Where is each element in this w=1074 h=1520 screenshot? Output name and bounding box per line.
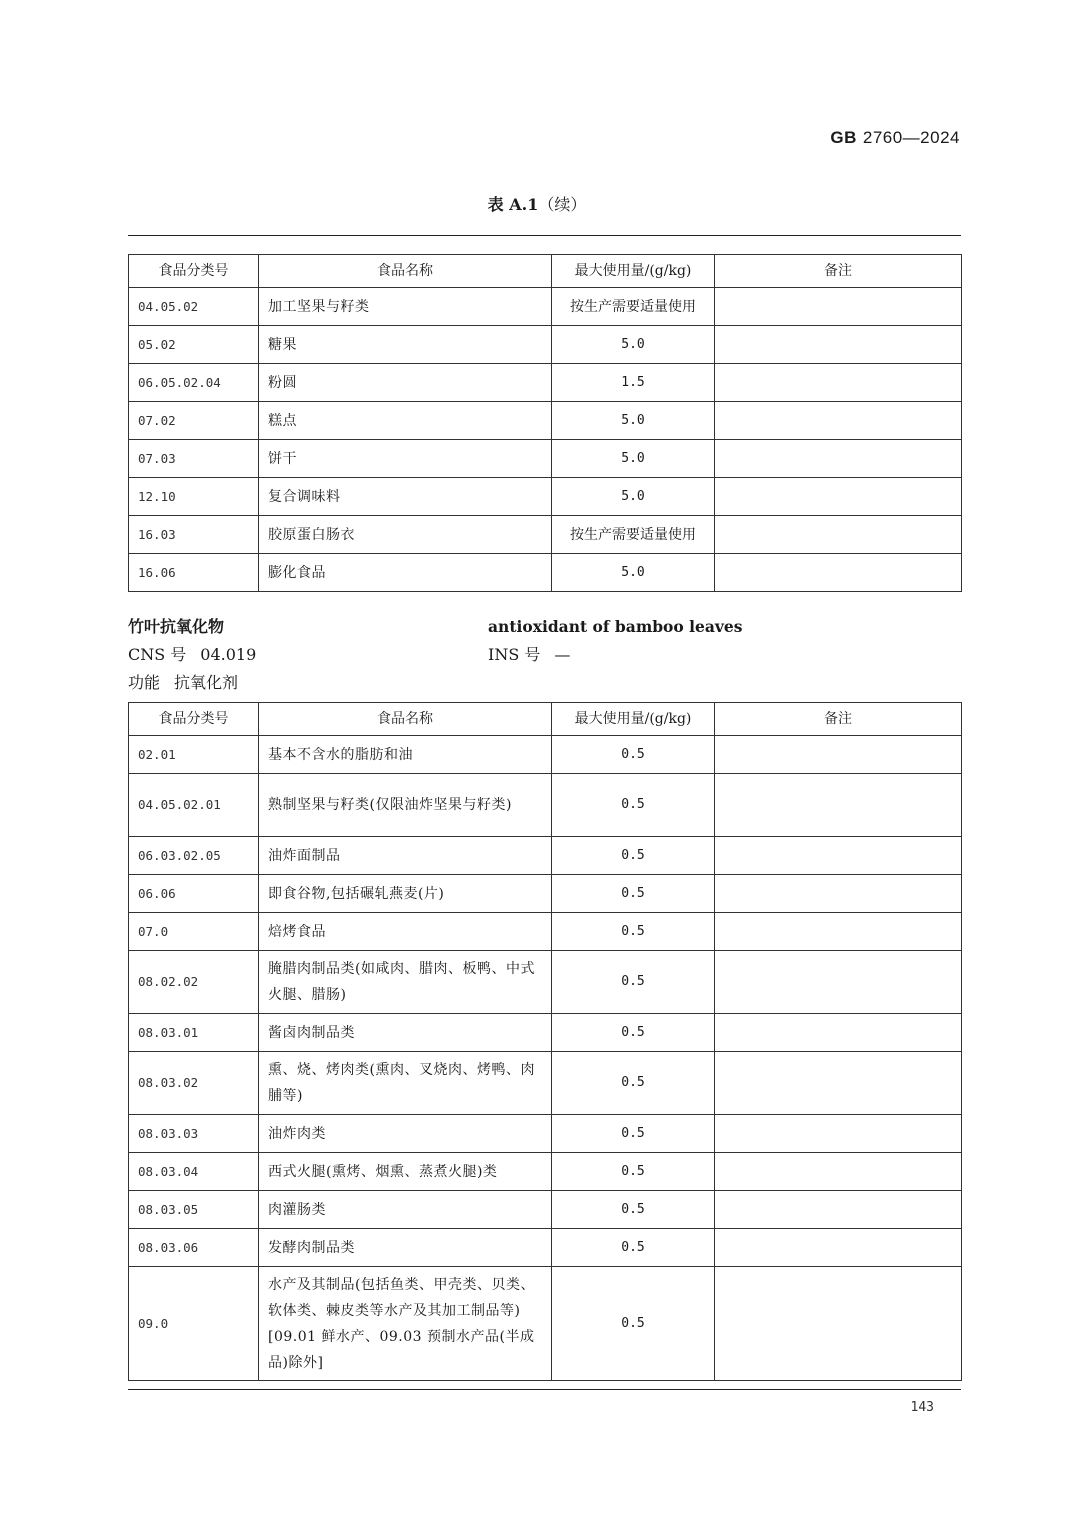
cell-code: 08.03.01 xyxy=(129,1014,259,1052)
table-row xyxy=(129,736,962,774)
cell-code: 12.10 xyxy=(129,478,259,516)
cell-code: 08.02.02 xyxy=(129,951,259,1014)
cell-name: 水产及其制品(包括鱼类、甲壳类、贝类、软体类、棘皮类等水产及其加工制品等)[09.01 鲜水产、09.03 预制水产品(半成品)除外] xyxy=(259,1267,552,1381)
cell-name: 腌腊肉制品类(如咸肉、腊肉、板鸭、中式火腿、腊肠) xyxy=(259,951,552,1014)
cell-note xyxy=(715,736,962,774)
cell-code: 07.0 xyxy=(129,913,259,951)
function-label: 功能 xyxy=(128,673,161,692)
cell-max-usage: 按生产需要适量使用 xyxy=(552,516,715,554)
ins-value: — xyxy=(554,645,571,664)
cell-max-usage: 0.5 xyxy=(552,1115,715,1153)
additive-table-2 xyxy=(128,702,962,1381)
cell-name: 基本不含水的脂肪和油 xyxy=(259,736,552,774)
cell-code: 05.02 xyxy=(129,326,259,364)
cell-code: 02.01 xyxy=(129,736,259,774)
top-rule xyxy=(128,235,961,236)
cell-max-usage: 0.5 xyxy=(552,1191,715,1229)
table-row xyxy=(129,1191,962,1229)
table-row xyxy=(129,1267,962,1381)
cell-max-usage: 5.0 xyxy=(552,478,715,516)
cell-code: 07.02 xyxy=(129,402,259,440)
table-title-suffix: （续） xyxy=(538,195,587,214)
table-row xyxy=(129,440,962,478)
cell-code: 04.05.02 xyxy=(129,288,259,326)
cell-name: 油炸肉类 xyxy=(259,1115,552,1153)
cell-max-usage: 0.5 xyxy=(552,1014,715,1052)
cell-name: 胶原蛋白肠衣 xyxy=(259,516,552,554)
cell-note xyxy=(715,774,962,837)
table-row xyxy=(129,1153,962,1191)
cell-name: 油炸面制品 xyxy=(259,837,552,875)
table-row xyxy=(129,774,962,837)
cell-name: 西式火腿(熏烤、烟熏、蒸煮火腿)类 xyxy=(259,1153,552,1191)
cell-code: 04.05.02.01 xyxy=(129,774,259,837)
cell-note xyxy=(715,1153,962,1191)
cell-max-usage: 5.0 xyxy=(552,554,715,592)
cell-note xyxy=(715,326,962,364)
cell-name: 即食谷物,包括碾轧燕麦(片) xyxy=(259,875,552,913)
cell-name: 糕点 xyxy=(259,402,552,440)
cell-max-usage: 0.5 xyxy=(552,1267,715,1381)
standard-prefix: GB xyxy=(830,128,857,147)
table-row xyxy=(129,1115,962,1153)
cell-note xyxy=(715,554,962,592)
cell-max-usage: 5.0 xyxy=(552,326,715,364)
cell-max-usage: 0.5 xyxy=(552,736,715,774)
table-row xyxy=(129,554,962,592)
col-header-code: 食品分类号 xyxy=(129,703,259,736)
table-row xyxy=(129,837,962,875)
cell-note xyxy=(715,1014,962,1052)
table-title xyxy=(0,192,1074,215)
cns-line xyxy=(128,644,256,666)
cns-value: 04.019 xyxy=(200,645,257,664)
cell-code: 06.06 xyxy=(129,875,259,913)
additive-name-en: antioxidant of bamboo leaves xyxy=(488,617,743,636)
cell-max-usage: 0.5 xyxy=(552,1153,715,1191)
standard-code: 2760—2024 xyxy=(862,128,960,147)
cell-code: 07.03 xyxy=(129,440,259,478)
cell-code: 08.03.05 xyxy=(129,1191,259,1229)
cell-note xyxy=(715,837,962,875)
cell-note xyxy=(715,288,962,326)
cell-code: 06.05.02.04 xyxy=(129,364,259,402)
cell-name: 复合调味料 xyxy=(259,478,552,516)
cell-max-usage: 5.0 xyxy=(552,440,715,478)
cell-code: 06.03.02.05 xyxy=(129,837,259,875)
table-row xyxy=(129,1052,962,1115)
cell-note xyxy=(715,1052,962,1115)
cell-name: 发酵肉制品类 xyxy=(259,1229,552,1267)
cell-name: 粉圆 xyxy=(259,364,552,402)
cell-name: 膨化食品 xyxy=(259,554,552,592)
col-header-max: 最大使用量/(g/kg) xyxy=(552,255,715,288)
standard-number xyxy=(830,128,960,148)
cell-note xyxy=(715,1229,962,1267)
table-row xyxy=(129,875,962,913)
table-header-row xyxy=(129,703,962,736)
ins-label: INS 号 xyxy=(488,645,541,664)
additive-name-cn: 竹叶抗氧化物 xyxy=(128,617,225,636)
col-header-name: 食品名称 xyxy=(259,703,552,736)
table-row xyxy=(129,364,962,402)
cell-note xyxy=(715,1191,962,1229)
bottom-rule xyxy=(128,1389,961,1390)
cell-code: 09.0 xyxy=(129,1267,259,1381)
cell-note xyxy=(715,440,962,478)
cell-note xyxy=(715,478,962,516)
col-header-max: 最大使用量/(g/kg) xyxy=(552,703,715,736)
table-row xyxy=(129,1229,962,1267)
cell-max-usage: 5.0 xyxy=(552,402,715,440)
cell-max-usage: 0.5 xyxy=(552,837,715,875)
cell-code: 08.03.03 xyxy=(129,1115,259,1153)
col-header-note: 备注 xyxy=(715,255,962,288)
cell-name: 焙烤食品 xyxy=(259,913,552,951)
cell-name: 加工坚果与籽类 xyxy=(259,288,552,326)
cell-max-usage: 按生产需要适量使用 xyxy=(552,288,715,326)
cell-max-usage: 0.5 xyxy=(552,774,715,837)
cell-max-usage: 0.5 xyxy=(552,913,715,951)
table-row xyxy=(129,516,962,554)
cell-name: 糖果 xyxy=(259,326,552,364)
cell-name: 酱卤肉制品类 xyxy=(259,1014,552,1052)
cell-name: 熏、烧、烤肉类(熏肉、叉烧肉、烤鸭、肉脯等) xyxy=(259,1052,552,1115)
table-row xyxy=(129,402,962,440)
col-header-code: 食品分类号 xyxy=(129,255,259,288)
cell-max-usage: 0.5 xyxy=(552,1052,715,1115)
page-number: 143 xyxy=(910,1400,934,1415)
cell-code: 16.06 xyxy=(129,554,259,592)
table-row xyxy=(129,951,962,1014)
cell-note xyxy=(715,913,962,951)
table-row xyxy=(129,288,962,326)
table-row xyxy=(129,478,962,516)
cell-max-usage: 0.5 xyxy=(552,875,715,913)
function-value: 抗氧化剂 xyxy=(174,673,239,692)
cell-max-usage: 0.5 xyxy=(552,951,715,1014)
cns-label: CNS 号 xyxy=(128,645,187,664)
table-header-row xyxy=(129,255,962,288)
cell-code: 08.03.02 xyxy=(129,1052,259,1115)
col-header-note: 备注 xyxy=(715,703,962,736)
cell-name: 熟制坚果与籽类(仅限油炸坚果与籽类) xyxy=(259,774,552,837)
additive-table-1 xyxy=(128,254,962,592)
cell-note xyxy=(715,951,962,1014)
cell-note xyxy=(715,1115,962,1153)
function-line xyxy=(128,672,238,694)
cell-max-usage: 1.5 xyxy=(552,364,715,402)
cell-code: 16.03 xyxy=(129,516,259,554)
table-row xyxy=(129,913,962,951)
cell-note xyxy=(715,402,962,440)
cell-name: 肉灌肠类 xyxy=(259,1191,552,1229)
table-row xyxy=(129,326,962,364)
cell-note xyxy=(715,875,962,913)
table-row xyxy=(129,1014,962,1052)
cell-note xyxy=(715,364,962,402)
cell-code: 08.03.06 xyxy=(129,1229,259,1267)
ins-line xyxy=(488,644,570,666)
col-header-name: 食品名称 xyxy=(259,255,552,288)
cell-max-usage: 0.5 xyxy=(552,1229,715,1267)
cell-code: 08.03.04 xyxy=(129,1153,259,1191)
cell-note xyxy=(715,516,962,554)
cell-note xyxy=(715,1267,962,1381)
table-title-label: 表 A.1 xyxy=(487,195,539,214)
cell-name: 饼干 xyxy=(259,440,552,478)
